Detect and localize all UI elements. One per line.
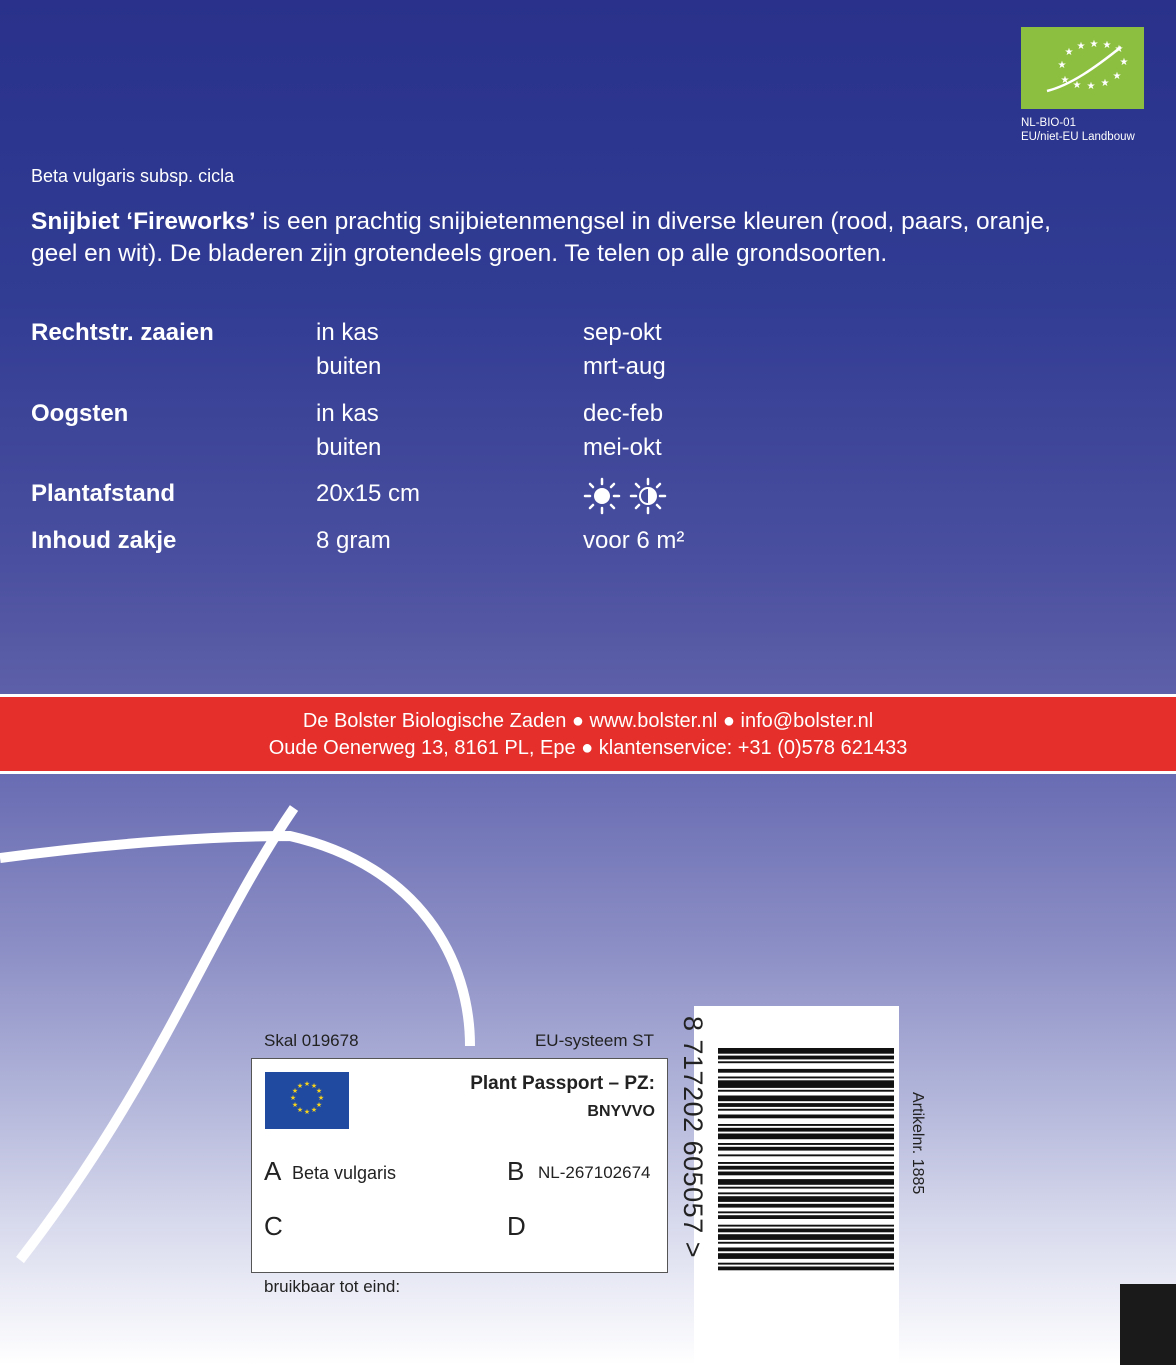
svg-text:★: ★ <box>315 1087 323 1095</box>
svg-text:★: ★ <box>1086 81 1096 92</box>
barcode-bar <box>718 1096 894 1102</box>
spacing-label: Plantafstand <box>31 480 176 507</box>
contents-coverage: voor 6 m² <box>583 527 685 554</box>
barcode-bar <box>718 1192 894 1194</box>
barcode-bar <box>718 1147 894 1151</box>
barcode-bar <box>718 1048 894 1054</box>
passport-letter-c: C <box>264 1211 283 1241</box>
barcode-bar <box>718 1103 894 1107</box>
svg-text:★: ★ <box>1100 78 1110 89</box>
sowing-place-2: buiten <box>316 353 382 380</box>
barcode-bar <box>718 1267 894 1271</box>
passport-value-a: Beta vulgaris <box>292 1163 397 1183</box>
svg-text:★: ★ <box>310 1082 318 1090</box>
barcode-bar <box>718 1124 894 1126</box>
svg-text:★: ★ <box>1076 41 1086 52</box>
company-line-1: De Bolster Biologische Zaden ● www.bolster.nl ● info@bolster.nl <box>302 710 874 732</box>
barcode-bar <box>718 1211 894 1213</box>
dark-corner-block <box>1120 1284 1176 1365</box>
barcode-bar <box>718 1128 894 1132</box>
barcode-digits: 8 717202 605057 > <box>678 1016 708 1258</box>
barcode-bar <box>718 1187 894 1189</box>
barcode-bar <box>718 1242 894 1244</box>
passport-letter-b: B <box>507 1156 525 1186</box>
barcode-bar <box>718 1234 894 1240</box>
barcode-bar <box>718 1061 894 1063</box>
svg-text:★: ★ <box>1089 39 1099 50</box>
best-before-label: bruikbaar tot eind: <box>264 1277 401 1296</box>
sowing-period-2: mrt-aug <box>583 353 666 380</box>
half-sun-icon <box>629 477 667 515</box>
sowing-label: Rechtstr. zaaien <box>31 319 214 346</box>
company-line-2: Oude Oenerweg 13, 8161 PL, Epe ● klantenservice: +31 (0)578 621433 <box>268 737 908 759</box>
passport-code: BNYVVO <box>587 1103 655 1120</box>
svg-text:★: ★ <box>1102 40 1112 51</box>
organic-origin: EU/niet-EU Landbouw <box>1021 131 1135 143</box>
passport-title: Plant Passport – PZ: <box>470 1073 655 1094</box>
spacing-value: 20x15 cm <box>316 480 421 507</box>
barcode-bar <box>718 1196 894 1202</box>
contents-label: Inhoud zakje <box>31 527 177 554</box>
contents-value: 8 gram <box>316 527 391 554</box>
svg-text:★: ★ <box>310 1106 318 1114</box>
barcode-bar <box>718 1215 894 1219</box>
barcode-bar <box>718 1154 894 1156</box>
barcode-bar <box>718 1166 894 1170</box>
barcode <box>718 1048 894 1296</box>
sowing-place-1: in kas <box>316 319 379 346</box>
svg-text:★: ★ <box>303 1108 311 1116</box>
eu-organic-logo <box>1021 27 1144 109</box>
barcode-bar <box>718 1204 894 1208</box>
barcode-bar <box>718 1134 894 1140</box>
product-description <box>31 206 1141 270</box>
barcode-bar <box>718 1162 894 1164</box>
svg-text:★: ★ <box>1119 57 1129 68</box>
barcode-bar <box>718 1143 894 1145</box>
svg-text:★: ★ <box>296 1082 304 1090</box>
svg-text:★: ★ <box>291 1087 299 1095</box>
svg-text:★: ★ <box>289 1094 297 1102</box>
barcode-bar <box>718 1056 894 1060</box>
sowing-period-1: sep-okt <box>583 319 662 346</box>
passport-letter-d: D <box>507 1211 526 1241</box>
harvest-place-2: buiten <box>316 434 382 461</box>
svg-text:★: ★ <box>1112 71 1122 82</box>
skal-number: Skal 019678 <box>264 1031 359 1050</box>
article-number: Artikelnr. 1885 <box>909 1092 926 1195</box>
organic-code: NL-BIO-01 <box>1021 117 1076 129</box>
svg-text:★: ★ <box>1064 47 1074 58</box>
barcode-bar <box>718 1069 894 1073</box>
latin-name: Beta vulgaris subsp. cicla <box>31 166 235 186</box>
barcode-bar <box>718 1263 894 1265</box>
svg-text:★: ★ <box>1060 75 1070 86</box>
barcode-bar <box>718 1229 894 1233</box>
passport-letter-a: A <box>264 1156 282 1186</box>
svg-text:★: ★ <box>1057 60 1067 71</box>
svg-text:★: ★ <box>296 1106 304 1114</box>
barcode-bar <box>718 1109 894 1111</box>
barcode-bar <box>718 1248 894 1252</box>
sun-icon <box>583 477 621 515</box>
company-band <box>0 694 1176 774</box>
harvest-period-1: dec-feb <box>583 400 664 427</box>
svg-text:★: ★ <box>317 1094 325 1102</box>
barcode-bar <box>718 1090 894 1092</box>
svg-text:★: ★ <box>1072 80 1082 91</box>
product-name: Snijbiet ‘Fireworks’ <box>31 208 256 235</box>
organic-certification-text <box>1021 116 1135 144</box>
barcode-bar <box>718 1115 894 1119</box>
svg-text:★: ★ <box>1114 44 1124 55</box>
barcode-bar <box>718 1080 894 1088</box>
svg-text:★: ★ <box>291 1101 299 1109</box>
eu-system: EU-systeem ST <box>534 1031 654 1050</box>
eu-flag-icon <box>265 1072 349 1129</box>
harvest-place-1: in kas <box>316 400 379 427</box>
barcode-bar <box>718 1225 894 1227</box>
svg-text:★: ★ <box>315 1101 323 1109</box>
description-line2: geel en wit). De bladeren zijn grotendeels groen. Te telen op alle grondsoorten. <box>31 240 888 267</box>
barcode-bar <box>718 1179 894 1185</box>
svg-text:★: ★ <box>303 1080 311 1088</box>
barcode-bar <box>718 1172 894 1176</box>
harvest-period-2: mei-okt <box>583 434 662 461</box>
passport-value-b: NL-267102674 <box>538 1163 651 1182</box>
description-line1: is een prachtig snijbietenmengsel in diverse kleuren (rood, paars, oranje, <box>255 208 1051 235</box>
harvest-label: Oogsten <box>31 400 129 427</box>
barcode-bar <box>718 1077 894 1079</box>
barcode-bar <box>718 1253 894 1259</box>
